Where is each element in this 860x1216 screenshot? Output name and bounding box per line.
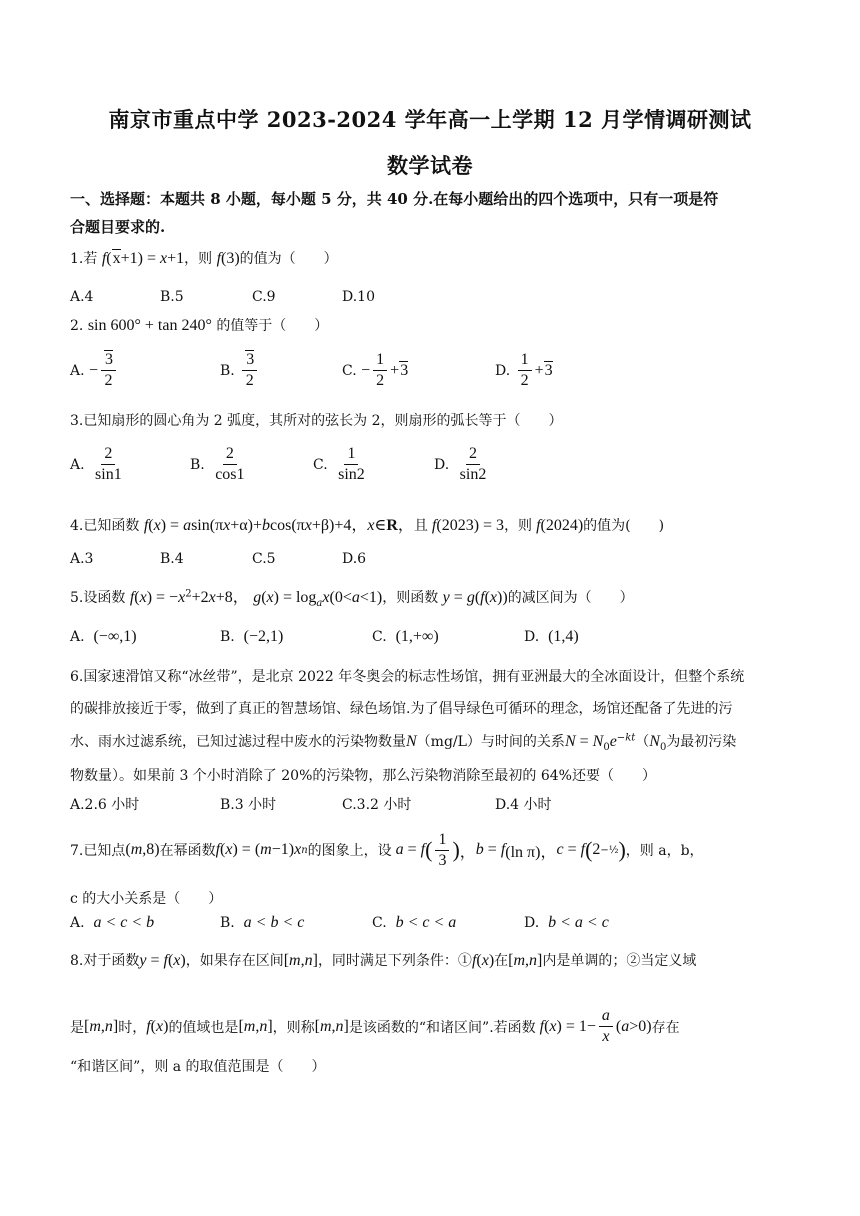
question-8-line3: “和谐区间”，则 a 的取值范围是（ ） [70,1059,326,1075]
option-d[interactable]: D.4 小时 [495,797,552,813]
option-b[interactable]: B.3 小时 [220,797,277,813]
question-2: 2. sin 600° + tan 240° 的值等于（ ） [70,317,329,334]
question-6-line2: 的碳排放接近于零，做到了真正的智慧场馆、绿色场馆.为了倡导绿色可循环的理念，场馆还配备了先进的污 [70,701,733,717]
option-a[interactable]: A. a < c < b [70,914,155,931]
question-8-line1: 8.对于函数y = f(x)，如果存在区间[m,n]，同时满足下列条件：①f(x)在[m,n]内是单调的；②当定义域 [70,952,697,969]
question-6-line4: 物数量）。如果前 3 个小时消除了 20%的污染物，那么污染物消除至最初的 64%还要（ ） [70,768,656,784]
question-6-line3: 水、雨水过滤系统，已知过滤过程中废水的污染物数量N（mg/L）与时间的关系$N = N_0e^{-kt}(N_0$为最初污染 [70,732,737,753]
option-c[interactable]: C. $\frac{1}{\sin 2}$ [313,445,365,483]
question-4: 4.已知函数 f(x) = asin(πx+α)+bcos(πx+β)+4，x∈R，且 f(2023) = 3，则 f(2024)的值为( ) [70,517,665,534]
option-d[interactable]: D. $\frac{2}{\sin 2}$ [434,445,487,483]
option-d[interactable]: D. (1,4) [524,628,579,645]
option-b[interactable]: B. $\frac{2}{\cos 1}$ [190,445,245,483]
question-7-line2: c 的大小关系是（ ） [70,891,223,907]
question-5-options [70,628,800,668]
question-8-line2: 是 [ m , n ] 时， f ( x ) 的值域也是 [ m , n ] ，则称 [ m , n ] 是该函数的“和诸区间”.若函数 f ( x ) = 1− $\frac{a}{x}$ ( a >0) 存在 [70,1007,680,1045]
option-a[interactable]: A. − $\frac{3}{2}$ [70,350,119,391]
option-c[interactable]: C.5 [252,551,276,567]
question-7-options [70,914,800,954]
question-1: 1.若 f(x+1) = x+1，则 f(3)的值为（ ） [70,250,338,267]
question-2-options [70,350,800,398]
option-a[interactable]: A.4 [70,289,94,305]
option-a[interactable]: A. (−∞,1) [70,628,137,645]
option-d[interactable]: D.6 [342,551,367,567]
option-b[interactable]: B.5 [160,289,184,305]
option-b[interactable]: B.4 [160,551,184,567]
option-c[interactable]: C. − $\frac{1}{2}$ + 3 [342,351,409,389]
option-b[interactable]: B. (−2,1) [220,628,284,645]
option-c[interactable]: C. b < c < a [372,914,457,931]
option-d[interactable]: D. b < a < c [524,914,609,931]
question-3: 3.已知扇形的圆心角为 2 弧度，其所对的弦长为 2，则扇形的弧长等于（ ） [70,413,563,429]
section-heading-line2: 合题目要求的. [70,218,166,236]
option-c[interactable]: C.3.2 小时 [342,797,412,813]
option-d[interactable]: D. $\frac{1}{2}$ + 3 [495,351,553,389]
question-3-options [70,444,800,492]
question-6-line1: 6.国家速滑馆又称“冰丝带”，是北京 2022 年冬奥会的标志性场馆，拥有亚洲最大的全冰面设计，但整个系统 [70,669,745,685]
option-d[interactable]: D.10 [342,289,375,305]
option-a[interactable]: A.3 [70,551,94,567]
option-b[interactable]: B. $\frac{3}{2}$ [220,350,260,391]
exam-title: 南京市重点中学 2023-2024 学年高一上学期 12 月学情调研测试 [108,107,752,132]
question-7: 7.已知点 ( m ,8) 在幂函数 f ( x ) = ( m −1) x n 的图象上，设 a = f ( $\frac{1}{3}$ ) ， b = f (ln π)， c = f ( 2 −½ ) ，则 a，b， [70,830,704,869]
option-a[interactable]: A. $\frac{2}{\sin 1}$ [70,445,122,483]
option-b[interactable]: B. a < b < c [220,914,305,931]
option-c[interactable]: C. (1,+∞) [372,628,439,645]
option-c[interactable]: C.9 [252,289,276,305]
question-5: 5.设函数 $f(x) = -x^2+2x+8$， $g(x) = \log_ax(0<a<1)$，则函数 y = g(f(x))的减区间为（ ） [70,588,634,609]
section-heading-line1: 一、选择题：本题共 8 小题，每小题 5 分，共 40 分.在每小题给出的四个选项中，只有一项是符 [70,190,719,208]
exam-subtitle: 数学试卷 [387,153,473,178]
option-a[interactable]: A.2.6 小时 [70,797,140,813]
